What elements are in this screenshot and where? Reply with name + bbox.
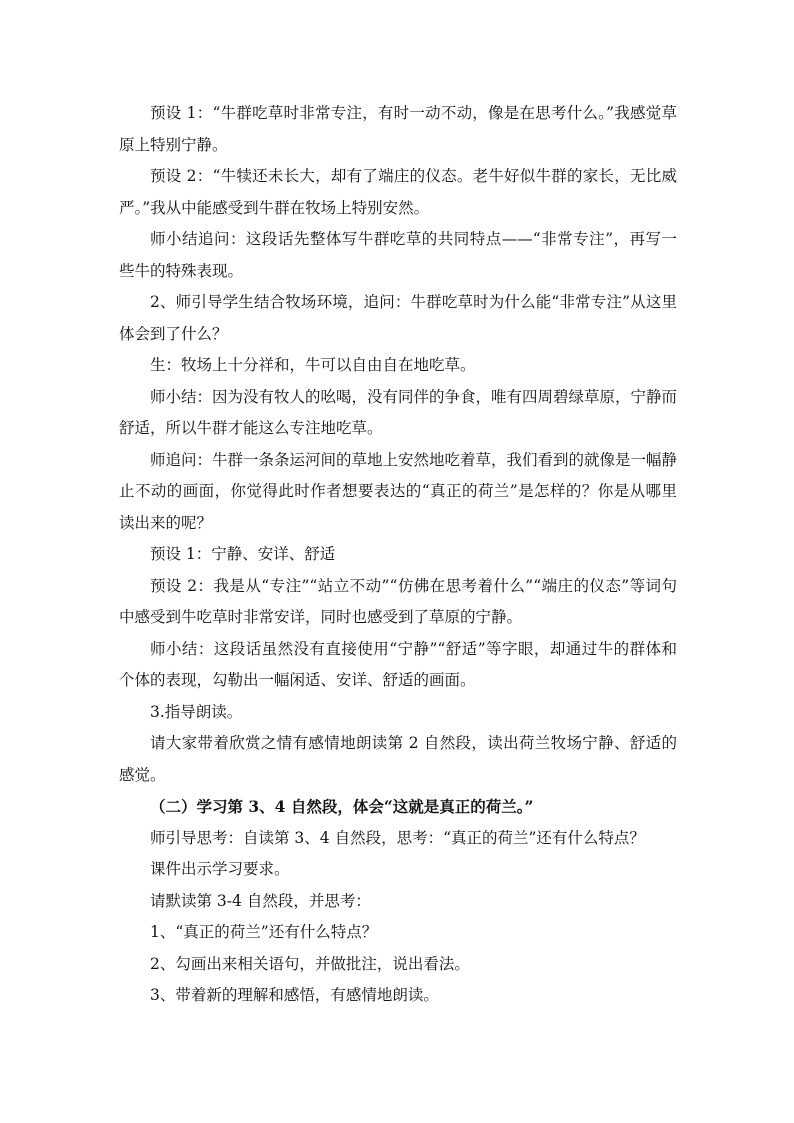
section-heading: （二）学习第 3、4 自然段，体会“这就是真正的荷兰。” [150,797,534,816]
paragraph-teacher-summary: 师小结：因为没有牧人的吆喝，没有同伴的争食，唯有四周碧绿草原，宁静而舒适，所以牛群才能这么专注地吃草。 [119,387,678,437]
paragraph-teacher-question: 师追问：牛群一条条运河间的草地上安然地吃着草，我们看到的就像是一幅静止不动的画面，你觉得此时作者想要表达的“真正的荷兰”是怎样的？你是从哪里读出来的呢？ [119,450,678,532]
list-item-2: 2、勾画出来相关语句，并做批注，说出看法。 [150,954,470,973]
list-item-1: 1、“真正的荷兰”还有什么特点？ [150,923,378,941]
list-item-3: 3、带着新的理解和感悟，有感情地朗读。 [150,986,439,1004]
paragraph-preset-2: 预设 2：“牛犊还未长大，却有了端庄的仪态。老牛好似牛群的家长，无比威严。”我从中能感受到牛群在牧场上特别安然。 [119,167,677,217]
paragraph-teacher-guide: 师引导思考：自读第 3、4 自然段，思考：“真正的荷兰”还有什么特点？ [150,828,645,847]
paragraph-silent-reading: 请默读第 3-4 自然段，并思考： [150,891,371,910]
paragraph-courseware: 课件出示学习要求。 [150,860,290,878]
paragraph-reading-instruction: 请大家带着欣赏之情有感情地朗读第 2 自然段，读出荷兰牧场宁静、舒适的感觉。 [119,734,677,784]
paragraph-preset-2b: 预设 2：我是从“专注”“站立不动”“仿佛在思考着什么”“端庄的仪态”等词句中感受到牛吃草时非常安详，同时也感受到了草原的宁静。 [119,576,677,626]
document-body [119,98,677,1012]
paragraph-step-3: 3.指导朗读。 [150,702,243,721]
paragraph-preset-1: 预设 1：“牛群吃草时非常专注，有时一动不动，像是在思考什么。”我感觉草原上特别宁静。 [119,104,677,154]
paragraph-teacher-summary-2: 师小结：这段话虽然没有直接使用“宁静”“舒适”等字眼，却通过牛的群体和个体的表现，勾勒出一幅闲适、安详、舒适的画面。 [119,639,677,689]
paragraph-student-answer: 生：牧场上十分祥和，牛可以自由自在地吃草。 [150,356,476,374]
paragraph-step-2: 2、师引导学生结合牧场环境，追问：牛群吃草时为什么能“非常专注”从这里体会到了什么？ [119,293,677,343]
paragraph-teacher-summary-question: 师小结追问：这段话先整体写牛群吃草的共同特点——“非常专注”，再写一些牛的特殊表现。 [119,230,677,280]
paragraph-preset-1b: 预设 1：宁静、安详、舒适 [150,545,336,563]
